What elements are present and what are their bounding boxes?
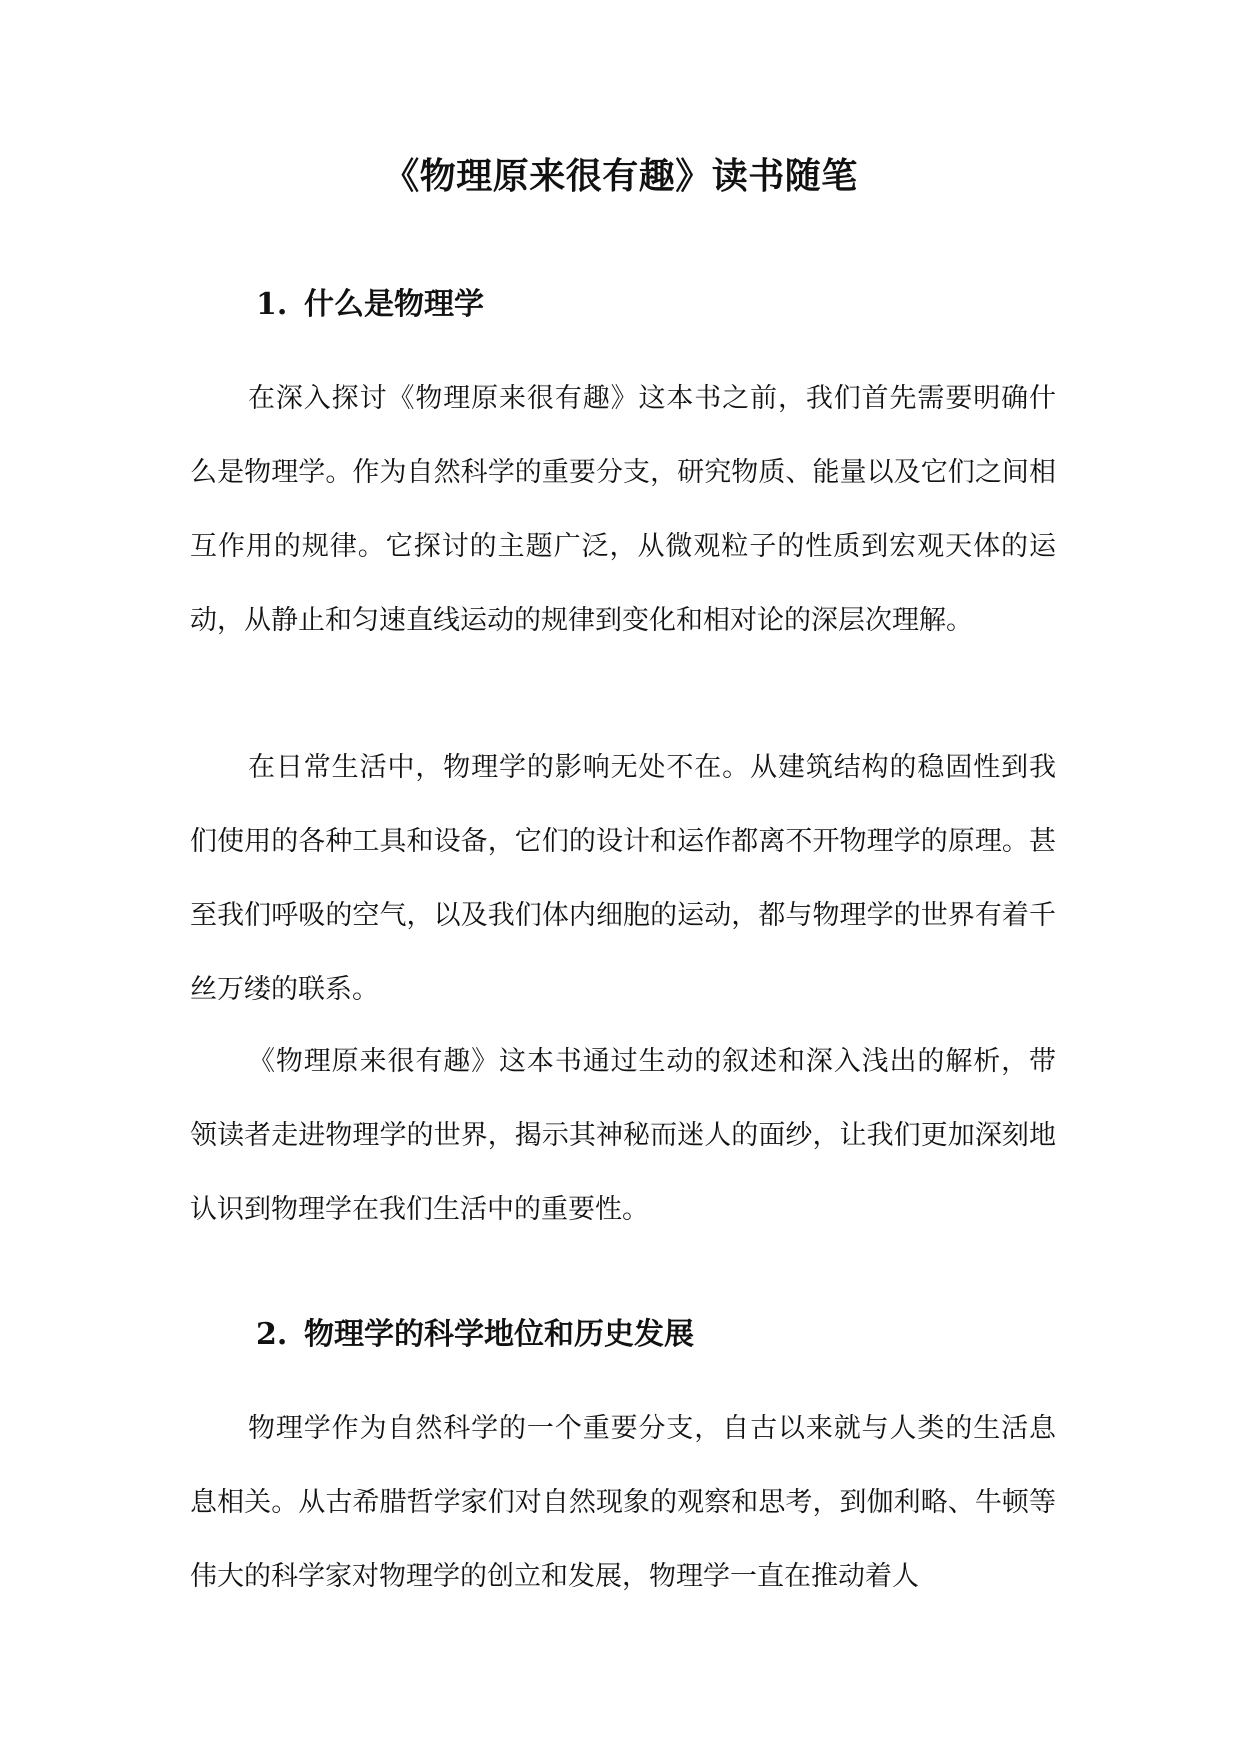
section-1-paragraph-3: 《物理原来很有趣》这本书通过生动的叙述和深入浅出的解析，带领读者走进物理学的世界，揭示其神秘而迷人的面纱，让我们更加深刻地认识到物理学在我们生活中的重要性。 <box>190 1046 1056 1225</box>
section-title-1: 什么是物理学 <box>304 287 484 322</box>
section-1-paragraph-1: 在深入探讨《物理原来很有趣》这本书之前，我们首先需要明确什么是物理学。作为自然科学的重要分支，研究物质、能量以及它们之间相互作用的规律。它探讨的主题广泛，从微观粒子的性质到宏观天体的运动，从静止和匀速直线运动的规律到变化和相对论的深层次理解。 <box>190 383 1056 636</box>
section-number-2: 2. <box>256 1317 288 1352</box>
section-title-2: 物理学的科学地位和历史发展 <box>304 1317 694 1352</box>
document-title: 《物理原来很有趣》读书随笔 <box>383 155 858 197</box>
section-heading-1 <box>256 281 484 329</box>
section-2-paragraph-1: 物理学作为自然科学的一个重要分支，自古以来就与人类的生活息息相关。从古希腊哲学家们对自然现象的观察和思考，到伽利略、牛顿等伟大的科学家对物理学的创立和发展，物理学一直在推动着人 <box>190 1413 1056 1592</box>
section-heading-2 <box>256 1311 694 1359</box>
section-1-paragraph-2: 在日常生活中，物理学的影响无处不在。从建筑结构的稳固性到我们使用的各种工具和设备，它们的设计和运作都离不开物理学的原理。甚至我们呼吸的空气，以及我们体内细胞的运动，都与物理学的世界有着千丝万缕的联系。 <box>190 752 1056 1005</box>
section-number-1: 1. <box>256 287 288 322</box>
